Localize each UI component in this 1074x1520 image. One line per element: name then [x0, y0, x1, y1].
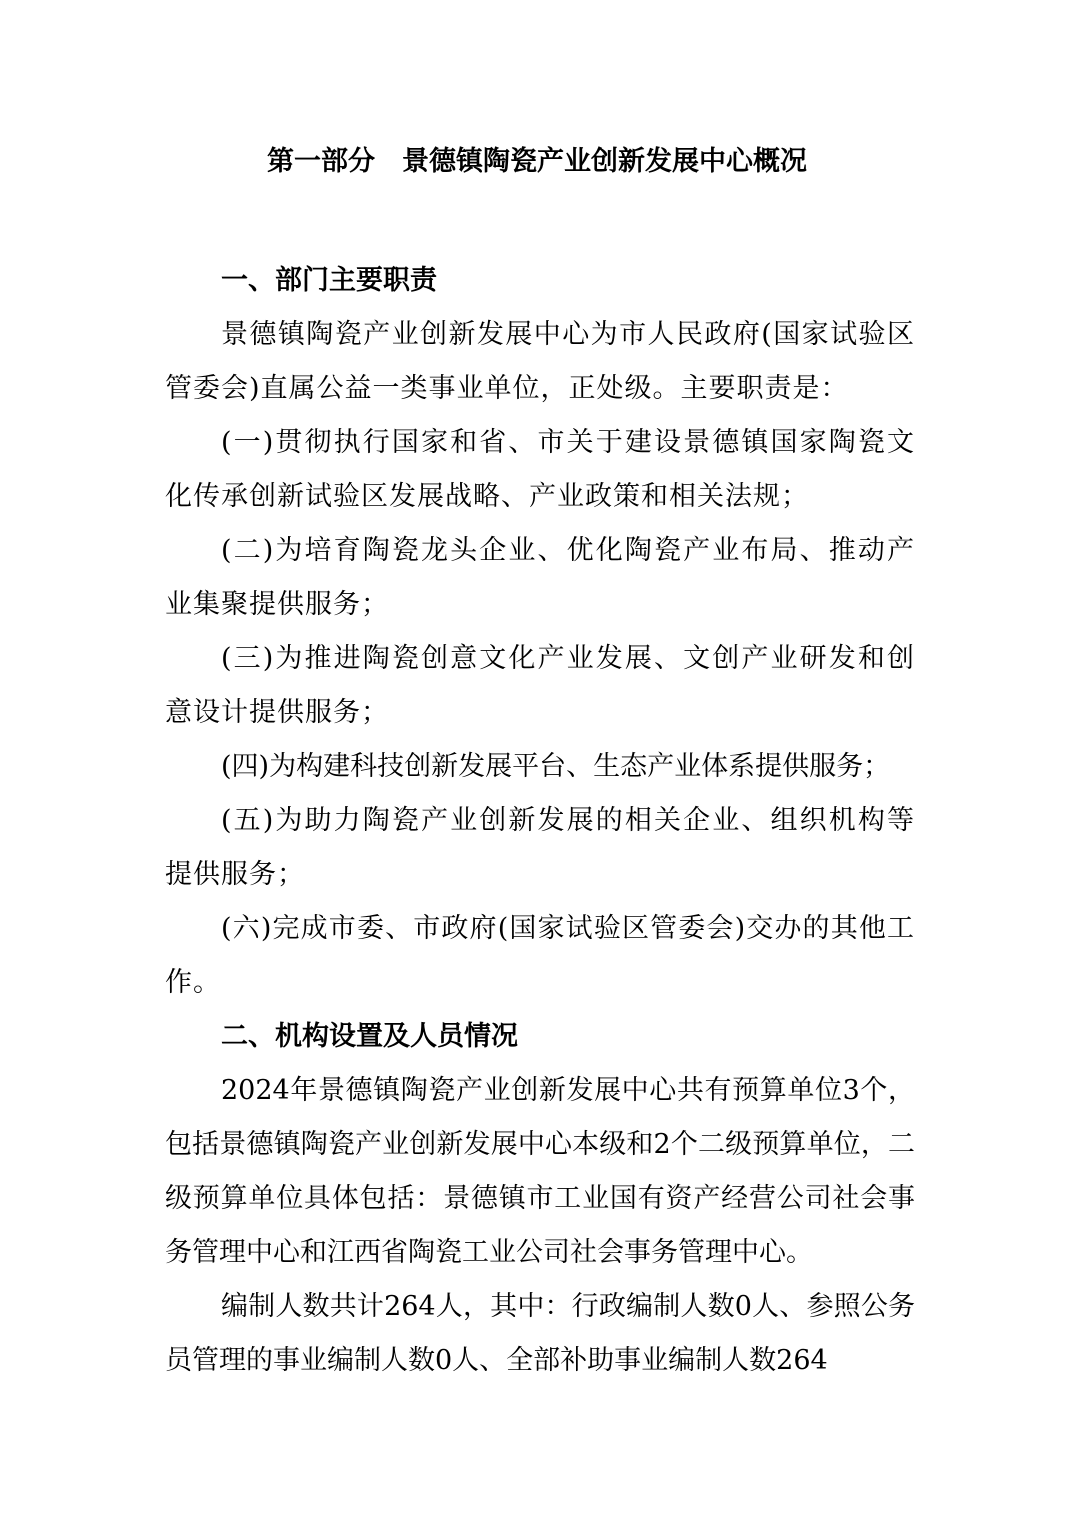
paragraph: 景德镇陶瓷产业创新发展中心为市人民政府(国家试验区管委会)直属公益一类事业单位，正处级。主要职责是： — [165, 319, 915, 404]
paragraph: (二)为培育陶瓷龙头企业、优化陶瓷产业布局、推动产业集聚提供服务； — [165, 535, 915, 620]
section-heading: 一、部门主要职责 — [221, 265, 437, 296]
section-organization — [165, 1010, 915, 1388]
paragraph: (六)完成市委、市政府(国家试验区管委会)交办的其他工作。 — [165, 913, 915, 998]
paragraph: (四)为构建科技创新发展平台、生态产业体系提供服务； — [221, 751, 891, 782]
paragraph: (一)贯彻执行国家和省、市关于建设景德镇国家陶瓷文化传承创新试验区发展战略、产业政策和相关法规； — [165, 427, 915, 512]
paragraph: 编制人数共计264人，其中：行政编制人数0人、参照公务员管理的事业编制人数0人、全部补助事业编制人数264 — [165, 1291, 915, 1376]
section-heading: 二、机构设置及人员情况 — [221, 1021, 518, 1052]
paragraph: (三)为推进陶瓷创意文化产业发展、文创产业研发和创意设计提供服务； — [165, 643, 915, 728]
document-body — [165, 254, 915, 1388]
paragraph: (五)为助力陶瓷产业创新发展的相关企业、组织机构等提供服务； — [165, 805, 915, 890]
paragraph: 2024年景德镇陶瓷产业创新发展中心共有预算单位3个，包括景德镇陶瓷产业创新发展中心本级和2个二级预算单位，二级预算单位具体包括：景德镇市工业国有资产经营公司社会事务管理中心和江西省陶瓷工业公司社会事务管理中心。 — [165, 1075, 915, 1268]
page-title: 第一部分 景德镇陶瓷产业创新发展中心概况 — [267, 146, 807, 177]
section-duties — [165, 254, 915, 1010]
